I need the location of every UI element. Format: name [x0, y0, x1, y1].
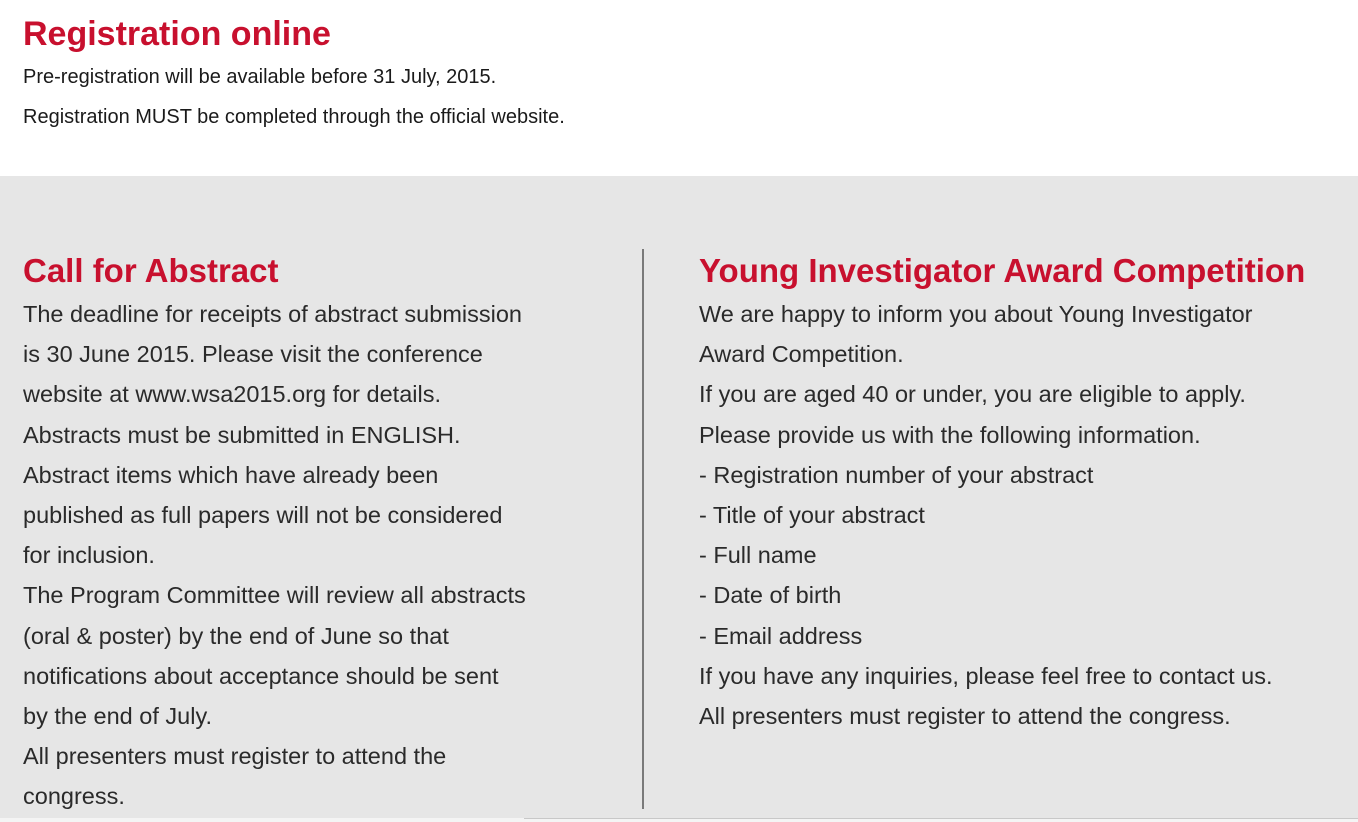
young-investigator-award-title: Young Investigator Award Competition: [699, 252, 1306, 289]
bottom-edge-line: [524, 818, 1358, 819]
column-divider: [642, 249, 644, 809]
award-line: Award Competition.: [699, 341, 904, 368]
registration-line-2: Registration MUST be completed through the official website.: [23, 106, 565, 128]
award-line: - Title of your abstract: [699, 502, 925, 529]
abstract-line: (oral & poster) by the end of June so that: [23, 622, 449, 649]
call-for-abstract-title: Call for Abstract: [23, 252, 279, 289]
young-investigator-award-text: [699, 294, 1354, 736]
abstract-line: for inclusion.: [23, 542, 155, 569]
award-line: We are happy to inform you about Young Investigator: [699, 301, 1253, 327]
registration-section: [0, 0, 1358, 176]
bottom-edge: [0, 818, 1358, 822]
abstract-line: is 30 June 2015. Please visit the conference: [23, 341, 483, 368]
abstract-line: by the end of July.: [23, 703, 212, 730]
abstract-line: notifications about acceptance should be sent: [23, 662, 499, 689]
award-line: If you are aged 40 or under, you are eligible to apply.: [699, 381, 1246, 408]
award-line: - Full name: [699, 542, 817, 569]
young-investigator-award-section: [699, 248, 1354, 736]
abstract-line: The deadline for receipts of abstract submission: [23, 301, 522, 327]
abstract-line: published as full papers will not be considered: [23, 502, 503, 529]
award-line: - Email address: [699, 622, 863, 649]
registration-title: Registration online: [23, 15, 331, 53]
call-for-abstract-text: [23, 294, 623, 817]
award-line: - Date of birth: [699, 582, 842, 609]
award-line: - Registration number of your abstract: [699, 461, 1094, 488]
abstract-line: Abstracts must be submitted in ENGLISH.: [23, 421, 461, 448]
abstract-line: The Program Committee will review all abstracts: [23, 582, 526, 609]
registration-line-1: Pre-registration will be available before 31 July, 2015.: [23, 66, 497, 88]
award-line: If you have any inquiries, please feel free to contact us.: [699, 662, 1273, 689]
abstract-line: congress.: [23, 783, 125, 810]
award-line: All presenters must register to attend the congress.: [699, 703, 1231, 730]
abstract-line: website at www.wsa2015.org for details.: [23, 381, 441, 408]
abstract-line: Abstract items which have already been: [23, 461, 439, 488]
award-line: Please provide us with the following information.: [699, 421, 1201, 448]
call-for-abstract-section: [23, 248, 623, 817]
abstract-line: All presenters must register to attend the: [23, 743, 447, 770]
